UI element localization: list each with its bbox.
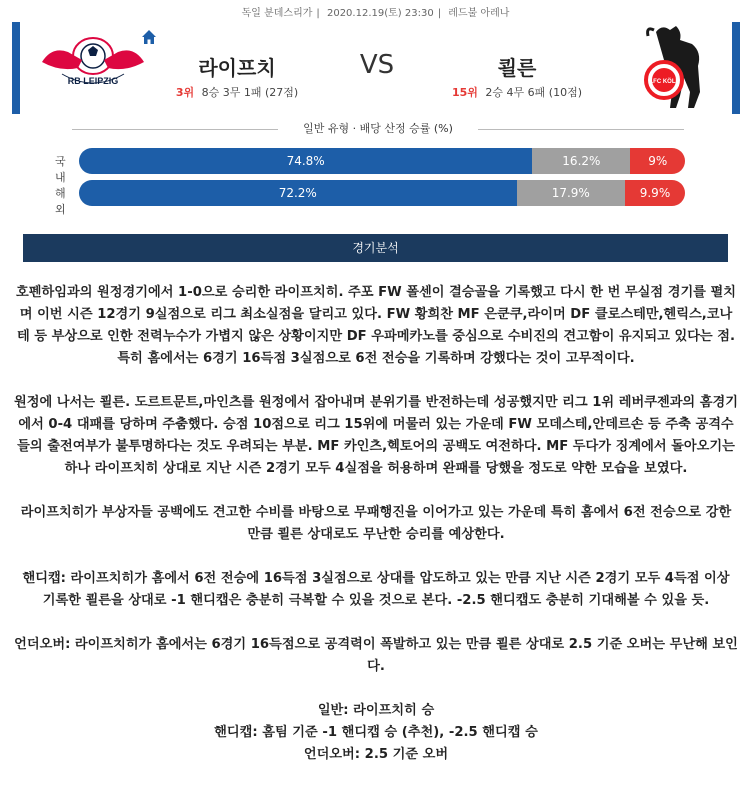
analysis-section-title: 경기분석	[23, 234, 728, 262]
stat-row-domestic	[55, 148, 685, 184]
analysis-paragraph: 핸디캡: 라이프치히가 홈에서 6전 전승에 16득점 3실점으로 상대를 압도하고 있는 만큼 지난 시즌 2경기 모두 4득점 이상 기록한 쾰른을 상대로 -1 핸디캡은 충분히 극복할 수 있을 것으로 본다. -2.5 핸디캡도 충분히 기대해볼 수 있을 듯.	[22, 571, 730, 608]
win-segment: 74.8%	[79, 148, 532, 174]
stat-bar	[79, 148, 685, 174]
home-accent-bar	[12, 22, 20, 114]
away-team-logo	[636, 22, 714, 112]
away-accent-bar	[732, 22, 740, 114]
away-team-name[interactable]: 쾰른	[497, 56, 537, 80]
summary-line: 언더오버: 2.5 기준 오버	[303, 747, 449, 762]
home-team-name[interactable]: 라이프치	[198, 56, 276, 80]
analysis-content	[14, 282, 738, 766]
stat-bar	[79, 180, 685, 206]
match-venue: 레드불 아레나	[448, 8, 510, 19]
stat-label: 해외	[55, 187, 66, 216]
analysis-paragraph: 원정에 나서는 쾰른. 도르트문트,마인츠를 원정에서 잡아내며 분위기를 반전하는데 성공했지만 리그 1위 레버쿠젠과의 홈경기에서 0-4 대패를 당하며 주춤했다. 승점 10점으로 리그 15위에 머물러 있는 가운데 FW 모데스테,안데르손 등 주축 공격수들의 출전여부가 불투명하다는 것도 우려되는 부분. MF 카인츠,헥토어의 공백도 여전하다. MF 두다가 징계에서 돌아오기는 하나 라이프치히 상대로 지난 시즌 2경기 모두 4실점을 허용하며 완패를 당했을 정도로 약한 모습을 보였다.	[14, 395, 738, 476]
stat-row-overseas	[55, 180, 685, 216]
prediction-summary	[14, 700, 738, 766]
summary-line: 일반: 라이프치히 승	[317, 703, 435, 718]
analysis-paragraph: 언더오버: 라이프치히가 홈에서는 6경기 16득점으로 공격력이 폭발하고 있는 만큼 쾰른 상대로 2.5 기준 오버는 무난해 보인다.	[14, 637, 738, 674]
home-logo-text: RB LEIPZIG	[67, 76, 119, 86]
match-header	[12, 22, 740, 114]
summary-line: 핸디캡: 홈팀 기준 -1 핸디캡 승 (추천), -2.5 핸디캡 승	[214, 725, 538, 740]
match-datetime: 2020.12.19(토) 23:30	[326, 8, 434, 19]
home-team-rank: 3위	[175, 86, 195, 99]
away-team-record	[432, 84, 602, 100]
home-icon[interactable]	[140, 28, 158, 46]
lose-segment: 9%	[630, 148, 685, 174]
win-segment: 72.2%	[79, 180, 517, 206]
vs-label: VS	[359, 50, 395, 80]
draw-segment: 16.2%	[532, 148, 630, 174]
draw-segment: 17.9%	[517, 180, 625, 206]
home-team-record	[152, 84, 322, 100]
analysis-paragraph: 라이프치히가 부상자들 공백에도 견고한 수비를 바탕으로 무패행진을 이어가고 있는 가운데 특히 홈에서 6전 전승으로 강한 만큼 쾰른 상대로도 무난한 승리를 예상한다.	[20, 505, 732, 542]
home-record-text: 8승 3무 1패 (27점)	[201, 86, 299, 99]
away-record-text: 2승 4무 6패 (10점)	[485, 86, 582, 99]
away-logo-text: 1.FC KÖLN	[648, 79, 680, 85]
stats-title-wrap	[72, 120, 684, 138]
stats-title: 일반 유형 · 배당 산정 승률 (%)	[278, 120, 478, 136]
lose-segment: 9.9%	[625, 180, 685, 206]
home-team-logo	[38, 32, 148, 94]
away-team-rank: 15위	[451, 86, 478, 99]
analysis-paragraph: 호펜하임과의 원정경기에서 1-0으로 승리한 라이프치히. 주포 FW 폴센이 결승골을 기록했고 다시 한 번 무실점 경기를 펼치며 이번 시즌 12경기 9실점으로 리그 최소실점을 달리고 있다. FW 황희찬 MF 은쿤쿠,라이머 DF 클로스테만,헨릭스,코나테 등 부상으로 인한 전력누수가 가볍지 않은 상황이지만 DF 우파메카노를 중심으로 수비진의 견고함이 유지되고 있다는 점. 특히 홈에서는 6경기 16득점 3실점으로 6전 전승을 기록하며 강했다는 것이 고무적이다.	[16, 285, 736, 366]
league-name: 독일 분데스리가	[241, 8, 313, 19]
match-meta: 독일 분데스리가 | 2020.12.19(토) 23:30 | 레드불 아레나	[241, 8, 510, 19]
stat-label: 국내	[55, 155, 66, 184]
